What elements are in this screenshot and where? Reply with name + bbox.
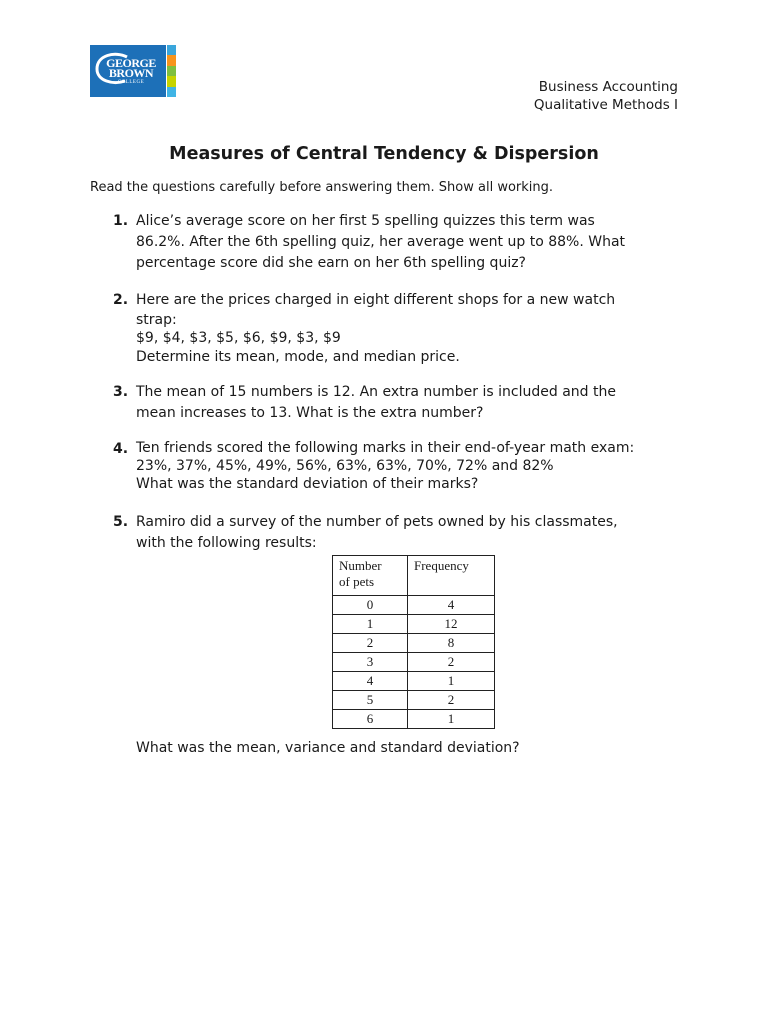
question-line: Alice’s average score on her first 5 spelling quizzes this term was	[136, 213, 595, 229]
pets-cell: 3	[333, 653, 408, 672]
table-header-row	[333, 556, 495, 596]
question-line: Determine its mean, mode, and median price.	[136, 349, 460, 365]
frequency-cell: 8	[408, 634, 495, 653]
question-text	[136, 382, 691, 424]
question-number: 2.	[113, 292, 129, 308]
logo-stripe	[167, 55, 176, 65]
logo-blue-block	[90, 45, 166, 97]
logo-stripe	[167, 45, 176, 55]
logo-stripe	[167, 76, 176, 86]
pets-cell: 6	[333, 710, 408, 729]
table-row	[333, 653, 495, 672]
george-brown-logo	[90, 45, 176, 97]
course-name: Business Accounting	[538, 79, 678, 95]
question-line: Ramiro did a survey of the number of pets owned by his classmates,	[136, 514, 618, 530]
frequency-cell: 1	[408, 672, 495, 691]
question-line: Ten friends scored the following marks in their end-of-year math exam:	[136, 440, 635, 456]
question-line: strap:	[136, 312, 177, 328]
pets-cell: 2	[333, 634, 408, 653]
pets-frequency-table	[332, 555, 495, 729]
table-row	[333, 634, 495, 653]
table-row	[333, 691, 495, 710]
page-title: Measures of Central Tendency & Dispersion	[169, 144, 599, 164]
header-label: of pets	[339, 574, 375, 589]
frequency-cell: 2	[408, 653, 495, 672]
header-number-of-pets	[333, 556, 408, 596]
table-row	[333, 672, 495, 691]
table-row	[333, 596, 495, 615]
question-line: with the following results:	[136, 535, 317, 551]
pets-cell: 4	[333, 672, 408, 691]
logo-color-stripes	[167, 45, 176, 97]
question-line: Here are the prices charged in eight different shops for a new watch	[136, 292, 616, 308]
table-row	[333, 615, 495, 634]
logo-line-college: COLLEGE	[117, 80, 145, 85]
header-label: Number	[339, 558, 382, 573]
pets-cell: 1	[333, 615, 408, 634]
question-number: 3.	[113, 384, 129, 400]
question-line: $9, $4, $3, $5, $6, $9, $3, $9	[136, 330, 341, 346]
header-frequency: Frequency	[408, 556, 495, 596]
logo-line-george: GEORGE	[106, 56, 156, 70]
question-line: percentage score did she earn on her 6th spelling quiz?	[136, 255, 526, 271]
frequency-cell: 4	[408, 596, 495, 615]
course-subject: Qualitative Methods I	[533, 96, 678, 113]
question-number: 4.	[113, 441, 129, 457]
instructions-text: Read the questions carefully before answering them. Show all working.	[90, 180, 554, 195]
question-text	[136, 439, 691, 493]
question-text	[136, 512, 691, 554]
question-line: 86.2%. After the 6th spelling quiz, her average went up to 88%. What	[136, 234, 626, 250]
pets-cell: 0	[333, 596, 408, 615]
question-line: The mean of 15 numbers is 12. An extra number is included and the	[136, 384, 616, 400]
logo-line-brown: BROWN	[108, 66, 154, 80]
course-header	[534, 79, 678, 114]
question-line: mean increases to 13. What is the extra number?	[136, 405, 484, 421]
table-row	[333, 710, 495, 729]
frequency-cell: 1	[408, 710, 495, 729]
pets-cell: 5	[333, 691, 408, 710]
frequency-cell: 2	[408, 691, 495, 710]
frequency-cell: 12	[408, 615, 495, 634]
question-line: 23%, 37%, 45%, 49%, 56%, 63%, 63%, 70%, 72% and 82%	[136, 458, 554, 474]
question-number: 1.	[113, 213, 129, 229]
question-text	[136, 290, 691, 368]
logo-stripe	[167, 66, 176, 76]
question-text	[136, 211, 691, 274]
logo-stripe	[167, 87, 176, 97]
question-number: 5.	[113, 514, 129, 530]
question-line: What was the standard deviation of their marks?	[136, 476, 479, 492]
question-5-followup: What was the mean, variance and standard deviation?	[136, 740, 520, 756]
